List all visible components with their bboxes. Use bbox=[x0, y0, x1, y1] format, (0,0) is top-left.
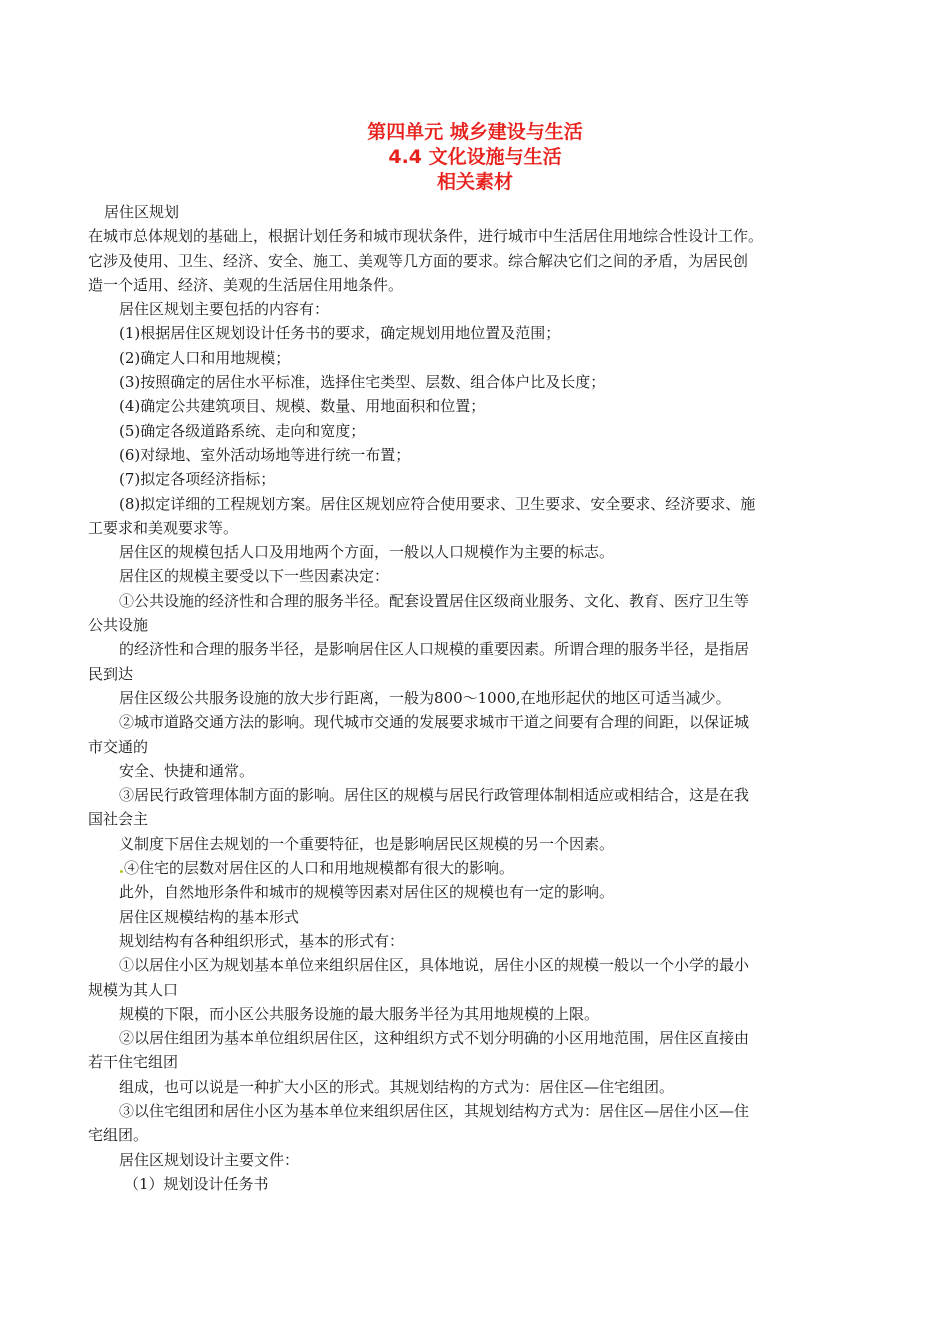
list-item: (3)按照确定的居住水平标准，选择住宅类型、层数、组合体户比及长度； bbox=[119, 373, 606, 392]
paragraph-line: 规模为其人口 bbox=[88, 980, 179, 999]
paragraph-line: ①以居住小区为规划基本单位来组织居住区，具体地说，居住小区的规模一般以一个小学的最小 bbox=[119, 956, 750, 975]
paragraph-line: 工要求和美观要求等。 bbox=[88, 518, 239, 537]
paragraph-text: ④住宅的层数对居住区的人口和用地规模都有很大的影响。 bbox=[124, 859, 515, 878]
stray-mark bbox=[120, 870, 123, 873]
paragraph-line bbox=[88, 856, 863, 880]
paragraph-line: ②以居住组团为基本单位组织居住区，这种组织方式不划分明确的小区用地范围，居住区直接由 bbox=[119, 1029, 750, 1048]
paragraph-line: 义制度下居住去规划的一个重要特征，也是影响居民区规模的另一个因素。 bbox=[119, 834, 615, 853]
material-title: 相关素材 bbox=[436, 171, 513, 193]
list-item: (1)根据居住区规划设计任务书的要求，确定规划用地位置及范围； bbox=[119, 324, 561, 343]
paragraph-line: 居住区规划主要包括的内容有： bbox=[119, 300, 330, 319]
list-item: (6)对绿地、室外活动场地等进行统一布置； bbox=[119, 445, 411, 464]
paragraph-line: ③以住宅组团和居住小区为基本单位来组织居住区，其规划结构方式为：居住区—居住小区—住 bbox=[119, 1101, 750, 1120]
list-item: (8)拟定详细的工程规划方案。居住区规划应符合使用要求、卫生要求、安全要求、经济要求、施 bbox=[119, 494, 756, 513]
section-heading: 居住区规划 bbox=[104, 203, 180, 221]
subheading: 居住区规模结构的基本形式 bbox=[119, 907, 300, 926]
paragraph-line: 的经济性和合理的服务半径，是影响居住区人口规模的重要因素。所谓合理的服务半径，是指居 bbox=[119, 640, 750, 659]
paragraph-line: 它涉及使用、卫生、经济、安全、施工、美观等几方面的要求。综合解决它们之间的矛盾，为居民创 bbox=[88, 251, 749, 270]
paragraph-line: ③居民行政管理体制方面的影响。居住区的规模与居民行政管理体制相适应或相结合，这是在我 bbox=[119, 786, 750, 805]
paragraph-line: 居住区规划设计主要文件： bbox=[119, 1150, 300, 1169]
list-item: (2)确定人口和用地规模； bbox=[119, 348, 291, 367]
paragraph-line: 公共设施 bbox=[88, 616, 149, 635]
paragraph-line: 居住区的规模包括人口及用地两个方面，一般以人口规模作为主要的标志。 bbox=[119, 543, 615, 562]
paragraph-line: ①公共设施的经济性和合理的服务半径。配套设置居住区级商业服务、文化、教育、医疗卫生等 bbox=[119, 591, 750, 610]
list-item: (4)确定公共建筑项目、规模、数量、用地面积和位置； bbox=[119, 397, 486, 416]
paragraph-line: 若干住宅组团 bbox=[88, 1053, 179, 1072]
paragraph-line: 此外，自然地形条件和城市的规模等因素对居住区的规模也有一定的影响。 bbox=[119, 883, 615, 902]
paragraph-line: 造一个适用、经济、美观的生活居住用地条件。 bbox=[88, 275, 404, 294]
list-item: (5)确定各级道路系统、走向和宽度； bbox=[119, 421, 366, 440]
paragraph-line: ②城市道路交通方法的影响。现代城市交通的发展要求城市干道之间要有合理的间距，以保证城 bbox=[119, 713, 750, 732]
paragraph-line: 国社会主 bbox=[88, 810, 149, 829]
paragraph-line: 居住区级公共服务设施的放大步行距离，一般为800～1000,在地形起伏的地区可适当减少。 bbox=[119, 688, 731, 707]
paragraph-line: 组成，也可以说是一种扩大小区的形式。其规划结构的方式为：居住区—住宅组团。 bbox=[119, 1077, 675, 1096]
title-block bbox=[0, 120, 950, 195]
paragraph-line: 规划结构有各种组织形式，基本的形式有： bbox=[119, 931, 405, 950]
paragraph-line: 安全、快捷和通常。 bbox=[119, 761, 255, 780]
paragraph-line: 规模的下限，而小区公共服务设施的最大服务半径为其用地规模的上限。 bbox=[119, 1004, 600, 1023]
paragraph-line: 宅组团。 bbox=[88, 1126, 149, 1145]
document-body bbox=[88, 200, 863, 1196]
paragraph-line: 民到达 bbox=[88, 664, 134, 683]
list-item: (7)拟定各项经济指标； bbox=[119, 470, 276, 489]
paragraph-line: 在城市总体规划的基础上，根据计划任务和城市现状条件，进行城市中生活居住用地综合性设计工作。 bbox=[88, 227, 764, 246]
paragraph-line: 市交通的 bbox=[88, 737, 149, 756]
paragraph-line: 居住区的规模主要受以下一些因素决定： bbox=[119, 567, 390, 586]
list-item: （1）规划设计任务书 bbox=[124, 1174, 269, 1193]
unit-title: 第四单元 城乡建设与生活 bbox=[367, 121, 583, 143]
lesson-title: 4.4 文化设施与生活 bbox=[388, 146, 562, 168]
